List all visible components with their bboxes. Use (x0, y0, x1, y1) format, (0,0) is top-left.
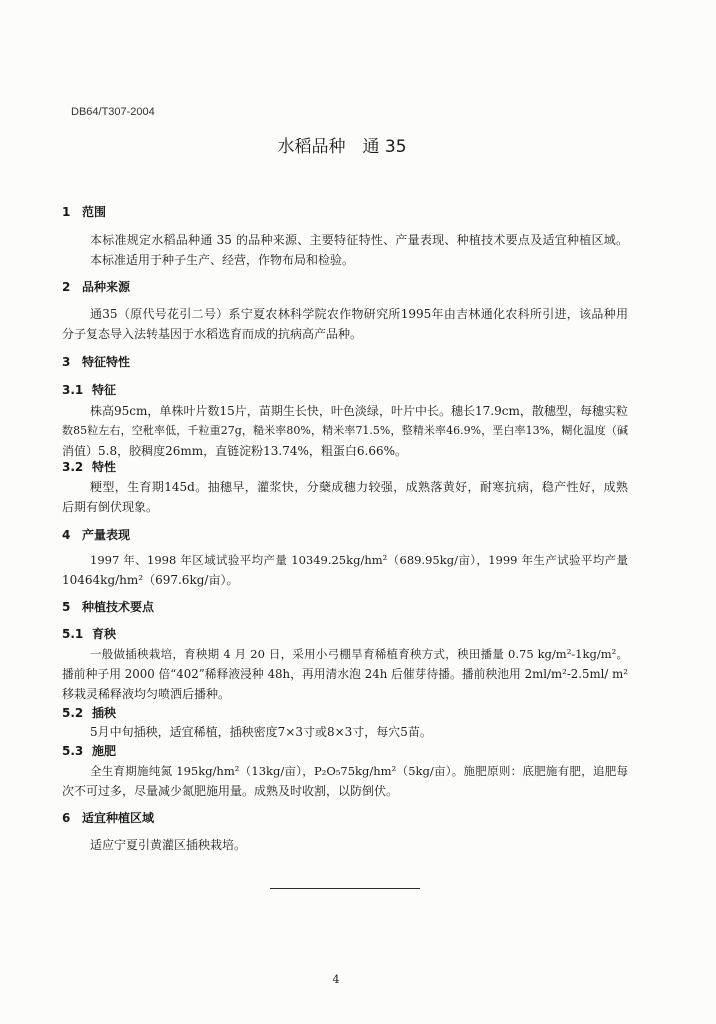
document-number: DB64/T307-2004 (71, 106, 155, 118)
section-5-heading (62, 599, 154, 615)
section-5-2-line: 5月中旬插秧，适宜稀植，插秧密度7×3寸或8×3寸，每穴5苗。 (90, 725, 432, 739)
section-3-1-line: 数85粒左右，空秕率低，千粒重27g，糙米率80%，精米率71.5%，整精米率46.9%，垩白率13%，糊化温度（碱 (62, 424, 628, 437)
section-number: 3.2 (62, 460, 84, 474)
page-title: 水稻品种 通 35 (277, 137, 407, 157)
section-1-line: 本标准规定水稻品种通 35 的品种来源、主要特征特性、产量表现、种植技术要点及适宜种植区域。 (90, 233, 628, 247)
section-title: 施肥 (92, 744, 117, 758)
section-title: 插秧 (92, 706, 117, 720)
section-number: 5.1 (62, 627, 84, 641)
end-rule (270, 888, 420, 889)
section-4-line: 1997 年、1998 年区域试验平均产量 10349.25kg/hm²（689.95kg/亩），1999 年生产试验平均产量 (90, 553, 628, 567)
section-5-1-line: 移栽灵稀释液均匀喷洒后播种。 (62, 687, 231, 701)
section-3-1-line: 株高95cm，单株叶片数15片，苗期生长快，叶色淡绿，叶片中长。穗长17.9cm，散穗型，每穗实粒 (90, 404, 628, 418)
page-number: 4 (332, 973, 340, 986)
section-5-1-line: 播前种子用 2000 倍“402”稀释液浸种 48h，再用清水泡 24h 后催芽待播。播前秧池用 2ml/m²-2.5ml/ m² (62, 667, 628, 681)
section-number: 2 (62, 280, 71, 294)
section-3-2-line: 后期有倒伏现象。 (62, 500, 159, 514)
section-title: 品种来源 (82, 280, 131, 294)
section-title: 特征特性 (82, 355, 131, 369)
section-1-line: 本标准适用于种子生产、经营，作物布局和检验。 (90, 253, 355, 267)
section-5-1-heading (62, 626, 116, 642)
section-5-1-line: 一般做插秧栽培，育秧期 4 月 20 日，采用小弓棚旱育稀植育秧方式，秧田播量 0.75 kg/m²-1kg/m²。 (90, 647, 628, 661)
section-number: 4 (62, 528, 71, 542)
section-number: 5 (62, 600, 71, 614)
section-title: 特征 (92, 383, 117, 397)
section-4-heading (62, 527, 130, 543)
section-5-3-line: 次不可过多，尽量减少氮肥施用量。成熟及时收割，以防倒伏。 (62, 784, 399, 798)
section-5-3-line: 全生育期施纯氮 195kg/hm²（13kg/亩），P₂O₅75kg/hm²（5kg/亩）。施肥原则：底肥施有肥，追肥每 (90, 764, 628, 778)
section-6-heading (62, 810, 154, 826)
section-number: 3 (62, 355, 71, 369)
section-title: 范围 (82, 205, 107, 219)
section-6-line: 适应宁夏引黄灌区插秧栽培。 (90, 838, 247, 852)
section-3-2-heading (62, 459, 116, 475)
section-3-1-heading (62, 382, 116, 398)
section-5-2-heading (62, 705, 116, 721)
section-2-heading (62, 279, 130, 295)
section-title: 种植技术要点 (82, 600, 155, 614)
section-4-line: 10464kg/hm²（697.6kg/亩）。 (62, 573, 239, 587)
section-title: 特性 (92, 460, 117, 474)
section-3-1-line: 消值）5.8，胶稠度26mm，直链淀粉13.74%，粗蛋白6.66%。 (62, 444, 407, 458)
section-1-heading (62, 204, 106, 220)
section-title: 适宜种植区域 (82, 811, 155, 825)
section-title: 产量表现 (82, 528, 131, 542)
section-number: 5.3 (62, 744, 84, 758)
section-number: 5.2 (62, 706, 84, 720)
section-number: 6 (62, 811, 71, 825)
section-2-line: 分子复态导入法转基因于水稻选育而成的抗病高产品种。 (62, 327, 363, 341)
section-number: 1 (62, 205, 71, 219)
section-2-line: 通35（原代号花引二号）系宁夏农林科学院农作物研究所1995年由吉林通化农科所引进，该品种用 (90, 307, 628, 321)
section-5-3-heading (62, 743, 116, 759)
section-3-2-line: 粳型，生育期145d。抽穗早，灌浆快，分蘖成穗力较强，成熟落黄好，耐寒抗病，稳产性好，成熟 (90, 480, 628, 494)
section-number: 3.1 (62, 383, 84, 397)
section-title: 育秧 (92, 627, 117, 641)
section-3-heading (62, 354, 130, 370)
